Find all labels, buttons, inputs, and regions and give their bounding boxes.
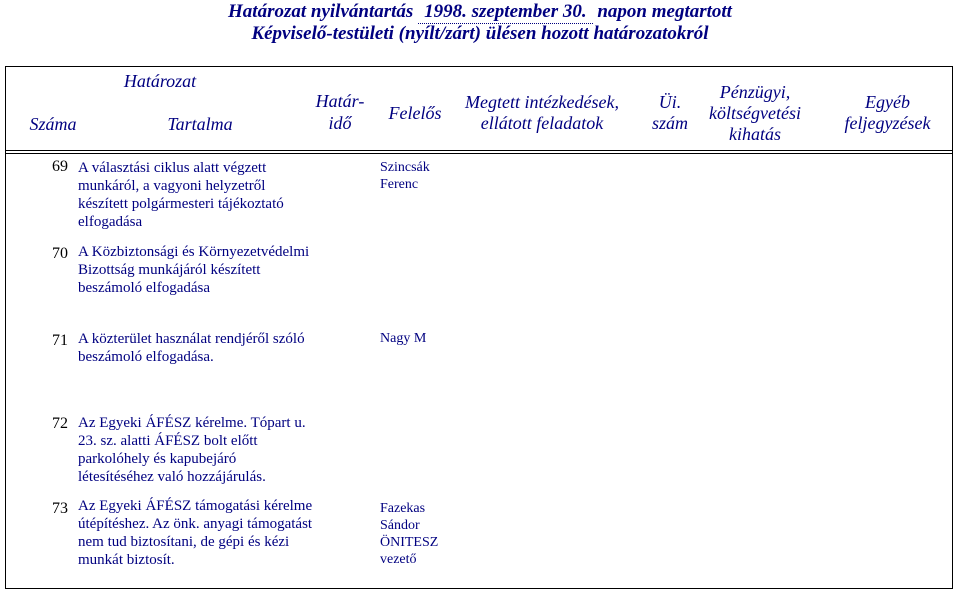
row-number: 72	[52, 415, 68, 432]
header-deadline-line1: Határ-	[315, 91, 365, 111]
row-content: Az Egyeki ÁFÉSZ kérelme. Tópart u. 23. sz. alatti ÁFÉSZ bolt előtt parkolóhely és kapubejáró létesítéséhez való hozzájárulás.	[78, 415, 306, 485]
row-content: A közterület használat rendjéről szóló beszámoló elfogadása.	[78, 331, 305, 365]
row-number: 69	[52, 158, 68, 175]
row-number: 73	[52, 500, 68, 517]
header-group-label: Határozat	[123, 71, 197, 91]
page-subtitle: Képviselő-testületi (nyílt/zárt) ülésen hozott határozatokról	[251, 23, 709, 44]
row-responsible: Fazekas	[380, 501, 426, 516]
row-responsible: Nagy M	[380, 331, 427, 346]
row-content: A választási ciklus alatt végzett munkáról, a vagyoni helyzetről készített polgármesteri tájékoztató elfogadása	[78, 160, 284, 230]
row-content: A Közbiztonsági és Környezetvédelmi Bizottság munkájáról készített beszámoló elfogadása	[78, 244, 310, 296]
title-suffix: napon megtartott	[597, 1, 732, 22]
row-responsible-line3: ÖNITESZ	[380, 535, 439, 550]
header-actions-line1: Megtett intézkedések,	[465, 92, 619, 112]
row-responsible-line2: Ferenc	[380, 177, 419, 192]
header-ref-line2: szám	[651, 113, 688, 133]
header-other-line2: feljegyzések	[844, 113, 931, 133]
row-content: Az Egyeki ÁFÉSZ támogatási kérelme útépítéshez. Az önk. anyagi támogatást nem tud biztosítani, de gépi és kézi munkát biztosít.	[78, 498, 313, 568]
meeting-date: 1998. szeptember 30.	[418, 1, 593, 24]
row-responsible-line4: vezető	[380, 552, 417, 567]
header-ref-line1: Üi.	[658, 92, 682, 112]
header-actions-line2: ellátott feladatok	[480, 113, 604, 133]
row-number: 70	[52, 245, 68, 262]
row-responsible: Szincsák	[380, 160, 430, 175]
header-finance-line1: Pénzügyi,	[719, 82, 791, 102]
header-divider-bottom	[5, 153, 953, 154]
header-finance-line3: kihatás	[729, 124, 781, 144]
header-deadline-line2: idő	[328, 113, 352, 133]
page-title	[0, 1, 960, 24]
row-responsible-line2: Sándor	[380, 518, 420, 533]
title-prefix: Határozat nyilvántartás	[228, 1, 414, 22]
row-number: 71	[52, 332, 68, 349]
header-divider-top	[5, 150, 953, 151]
header-finance-line2: költségvetési	[709, 103, 801, 123]
header-responsible: Felelős	[388, 103, 442, 123]
header-other-line1: Egyéb	[865, 92, 910, 112]
header-content: Tartalma	[167, 114, 233, 134]
header-number: Száma	[29, 114, 77, 134]
